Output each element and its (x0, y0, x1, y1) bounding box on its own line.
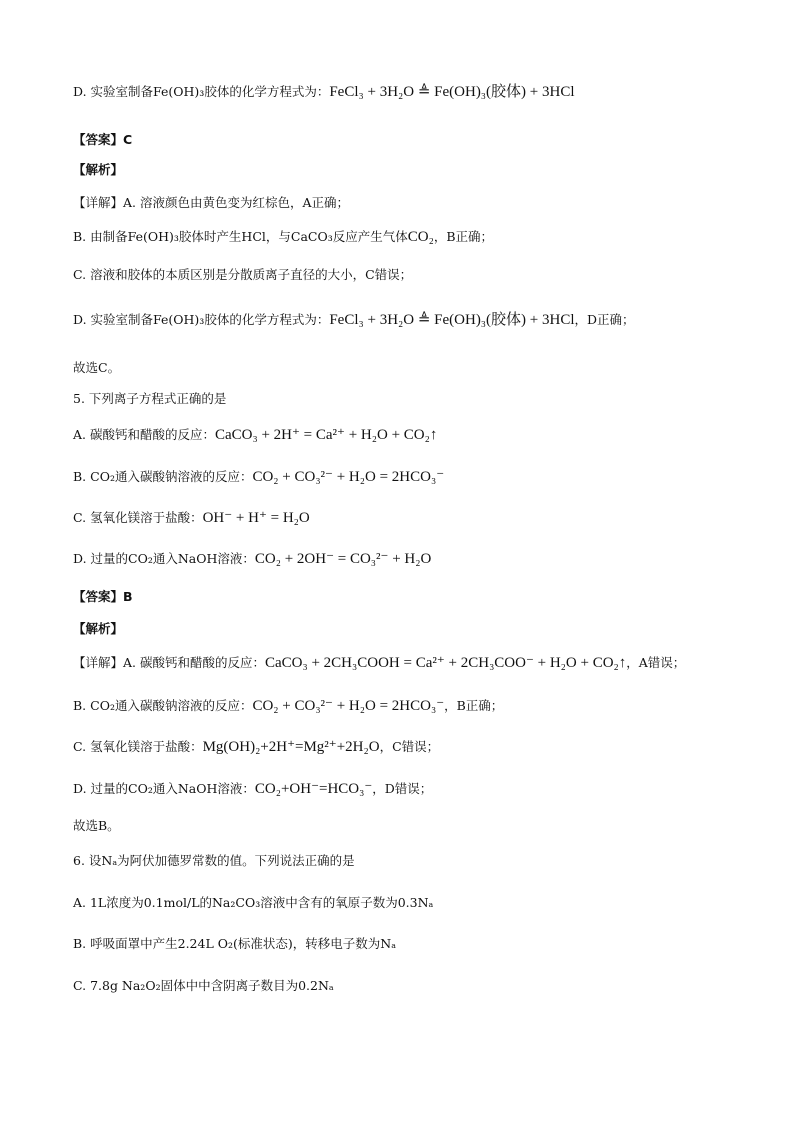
q4-conclusion: 故选C。 (73, 360, 121, 375)
q5-analysis-label: 【解析】 (73, 621, 124, 636)
q4-detail-b-line: B. 由制备Fe(OH)₃胶体时产生HCl，与CaCO₃反应产生气体CO₂，B正确； (73, 229, 494, 245)
q5-answer-label: 【答案】B (73, 589, 133, 604)
q6-stem: 6. 设Nₐ为阿伏加德罗常数的值。下列说法正确的是 (73, 853, 355, 868)
q5-detail-a-line: 【详解】A. 碳酸钙和醋酸的反应：CaCO₃ + 2CH₃COOH = Ca²⁺ + 2CH₃COO⁻ + H₂O + CO₂↑，A错误； (73, 655, 686, 671)
q5-option-b: B. CO₂通入碳酸钠溶液的反应：CO₂ + CO₃²⁻ + H₂O = 2HCO₃⁻ (73, 469, 445, 485)
q5-detail-b-line: B. CO₂通入碳酸钠溶液的反应：CO₂ + CO₃²⁻ + H₂O = 2HCO₃⁻，B正确； (73, 698, 504, 714)
q5-detail-d-line: D. 过量的CO₂通入NaOH溶液：CO₂+OH⁻=HCO₃⁻，D错误； (73, 781, 433, 797)
q4-detail-d-line: D. 实验室制备Fe(OH)₃胶体的化学方程式为：FeCl₃ + 3H₂O ≜ Fe(OH)₃(胶体) + 3HCl，D正确； (73, 312, 635, 328)
q5-option-c: C. 氢氧化镁溶于盐酸：OH⁻ + H⁺ = H₂O (73, 510, 310, 526)
q4-option-d-line: D. 实验室制备Fe(OH)₃胶体的化学方程式为：FeCl₃ + 3H₂O ≜ Fe(OH)₃(胶体) + 3HCl (73, 84, 575, 100)
q5-option-a: A. 碳酸钙和醋酸的反应：CaCO₃ + 2H⁺ = Ca²⁺ + H₂O + CO₂↑ (73, 427, 438, 443)
q5-stem: 5. 下列离子方程式正确的是 (73, 391, 227, 406)
q5-conclusion: 故选B。 (73, 818, 120, 833)
q6-option-c: C. 7.8g Na₂O₂固体中中含阴离子数目为0.2Nₐ (73, 978, 334, 993)
q4-detail-c-line: C. 溶液和胶体的本质区别是分散质离子直径的大小，C错误； (73, 267, 413, 282)
q5-option-d: D. 过量的CO₂通入NaOH溶液：CO₂ + 2OH⁻ = CO₃²⁻ + H₂O (73, 551, 432, 567)
q4-detail-a-line: 【详解】A. 溶液颜色由黄色变为红棕色，A正确； (73, 195, 350, 210)
q4-analysis-label: 【解析】 (73, 162, 124, 177)
q4-answer-label: 【答案】C (73, 132, 133, 147)
q5-detail-c-line: C. 氢氧化镁溶于盐酸：Mg(OH)₂+2H⁺=Mg²⁺+2H₂O，C错误； (73, 739, 440, 755)
q6-option-b: B. 呼吸面罩中产生2.24L O₂(标准状态)，转移电子数为Nₐ (73, 936, 397, 951)
q6-option-a: A. 1L浓度为0.1mol/L的Na₂CO₃溶液中含有的氧原子数为0.3Nₐ (73, 895, 434, 910)
